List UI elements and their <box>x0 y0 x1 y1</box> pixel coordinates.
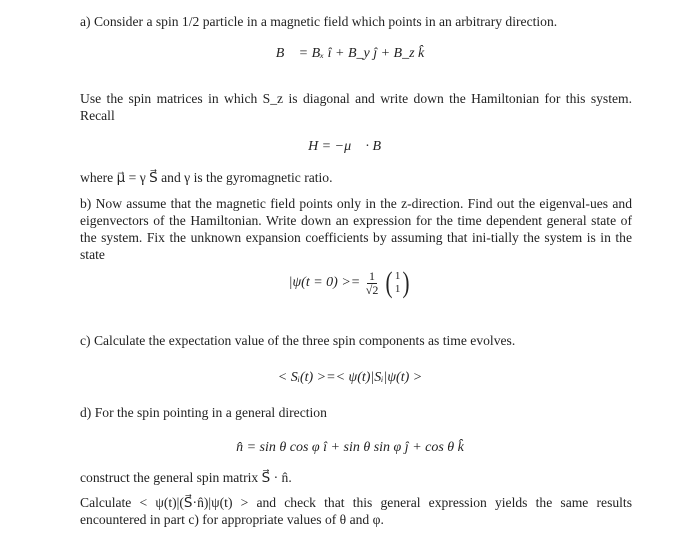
part-d-construct: construct the general spin matrix S⃗ · n̂. <box>80 470 292 485</box>
normalization-fraction <box>366 270 379 297</box>
part-c-text: c) Calculate the expectation value of the three spin components as time evolves. <box>80 333 516 348</box>
vector-component-2: 1 <box>394 283 401 295</box>
initial-state-equation <box>0 268 700 298</box>
part-a-intro: a) Consider a spin 1/2 particle in a magnetic field which points in an arbitrary direction. <box>80 14 558 29</box>
initial-state-lhs: |ψ(t = 0) >= <box>288 275 361 291</box>
direction-equation: n̂ = sin θ cos φ î + sin θ sin φ ĵ + cos θ k̂ <box>236 440 464 455</box>
hamiltonian-equation: H = −μ⃗ · B⃗ <box>308 139 392 154</box>
part-a-where: where μ⃗ = γ S⃗ and γ is the gyromagnetic ratio. <box>80 170 333 185</box>
magnetic-field-equation: B⃗ = Bₓ î + B_y ĵ + B_z k̂ <box>275 46 425 61</box>
part-b-text: b) Now assume that the magnetic field points only in the z-direction. Find out the eigenval-ues and eigenvectors of the Hamiltonian. Write down an expression for the time dependent general state of the system. Fix the unknown expansion coefficients by assuming that ini-tially the system is in the state <box>80 196 632 262</box>
vector-component-1: 1 <box>394 270 401 282</box>
expectation-equation: < Sᵢ(t) >=< ψ(t)|Sᵢ|ψ(t) > <box>277 370 423 385</box>
part-d-text: d) For the spin pointing in a general direction <box>80 405 327 420</box>
fraction-denominator: √2 <box>365 282 379 297</box>
fraction-numerator: 1 <box>369 268 376 283</box>
part-a-instruction: Use the spin matrices in which S_z is diagonal and write down the Hamiltonian for this system. Recall <box>80 91 632 123</box>
part-d-calculate: Calculate < ψ(t)|(S⃗·n̂)|ψ(t) > and check that this general expression yields the same results encountered in part c) for appropriate values of θ and φ. <box>80 495 632 527</box>
state-vector: ( 1 1 ) <box>385 266 410 299</box>
